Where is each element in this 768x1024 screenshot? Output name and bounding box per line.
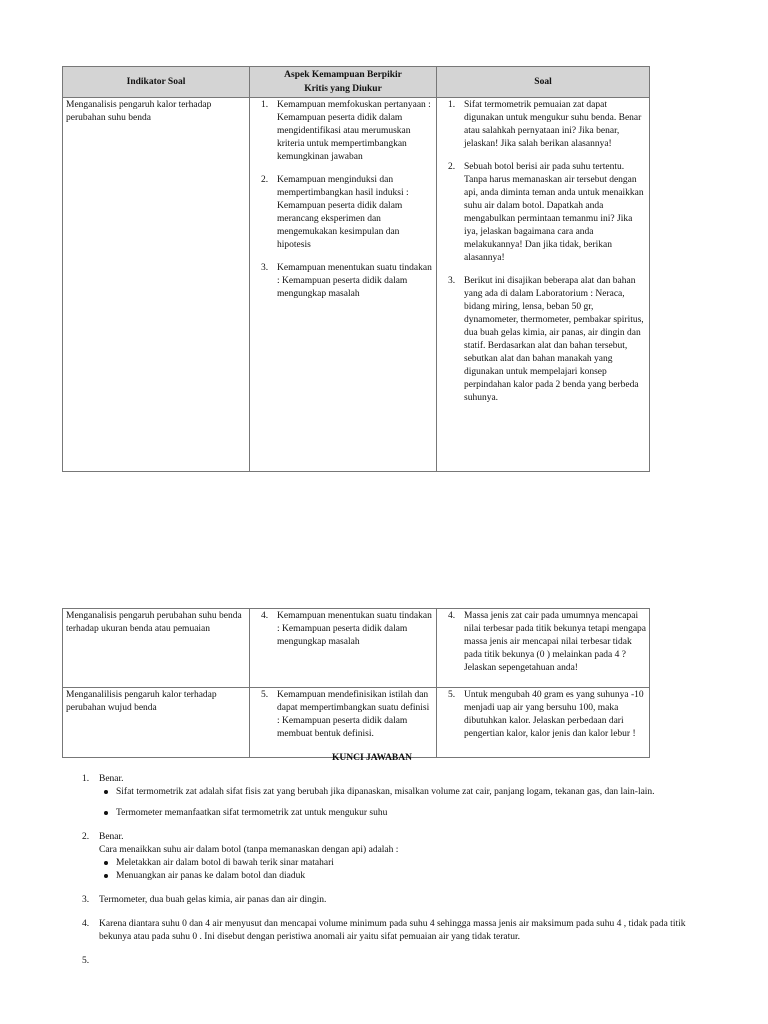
list-item: 1. Kemampuan memfokuskan pertanyaan : Kemampuan peserta didik dalam mengidentifikasi atau merumuskan kriteria untuk mempertimbangkan kemungkinan jawaban [261,100,431,162]
answer-lead: Benar. [99,774,124,784]
table-row [63,609,650,688]
answer-text: Termometer, dua buah gelas kimia, air panas dan air dingin. [99,895,327,905]
bullet-icon [104,811,108,815]
header-indikator-soal: Indikator Soal [63,67,250,98]
cell-indikator: Menganalisis pengaruh kalor terhadap perubahan suhu benda [63,98,250,472]
cell-soal [437,688,650,758]
list-item: Menuangkan air panas ke dalam botol dan diaduk [99,870,702,883]
answer-text: Karena diantara suhu 0 dan 4 air menyusut dan mencapai volume minimum pada suhu 4 sehingga massa jenis air maksimum pada suhu 4 , tidak pada titik bekunya atau pada suhu 0 . Ini disebut dengan peristiwa anomali air yaitu sifat pemuaian air yang tidak teratur. [99,919,686,942]
aspek-list [253,689,433,741]
list-item: 2. Sebuah botol berisi air pada suhu tertentu. Tanpa harus memanaskan air tersebut dengan api, anda diminta teman anda untuk menaikkan suhu air dalam botol. Dapatkah anda mengabulkan permintaan temanmu ini? Jika iya, jelaskan bagaimana cara anda melakukannya! Dan jika tidak, berikan alasannya! [448,162,644,263]
list-item: 5. Kemampuan mendefinisikan istilah dan dapat mempertimbangkan suatu definisi : Kemampuan peserta didik dalam membuat bentuk definisi. [261,690,430,739]
list-item: 3. Berikut ini disajikan beberapa alat dan bahan yang ada di dalam Laboratorium : Neraca, bidang miring, lensa, beban 50 gr, dynamometer, thermometer, pembakar spiritus, dua buah gelas kimia, air panas, air dingin dan statif. Berdasarkan alat dan bahan tersebut, sebutkan alat dan bahan manakah yang digunakan untuk mempelajari konsep perpindahan kalor pada 2 benda yang berbeda suhunya. [448,276,644,403]
cell-aspek [250,688,437,758]
answer-4: 4. Karena diantara suhu 0 dan 4 air menyusut dan mencapai volume minimum pada suhu 4 sehingga massa jenis air maksimum pada suhu 4 , tidak pada titik bekunya atau pada suhu 0 . Ini disebut dengan peristiwa anomali air yaitu sifat pemuaian air yang tidak teratur. [82,918,702,944]
cell-soal [437,98,650,472]
header-aspek-line2: Kritis yang Diukur [304,84,382,94]
table-row [63,98,650,472]
answer-bullets [99,786,702,820]
list-item: Sifat termometrik zat adalah sifat fisis zat yang berubah jika dipanaskan, misalkan volume zat cair, panjang logam, tekanan gas, dan lain-lain. [99,786,702,799]
list-item: 1. Sifat termometrik pemuaian zat dapat digunakan untuk mengukur suhu benda. Benar atau salahkah pernyataan ini? Jika benar, jelaskan! Jika salah berikan alasannya! [448,100,642,149]
soal-list [440,689,646,741]
table-row [63,688,650,758]
aspek-list [253,610,433,649]
header-aspek-line1: Aspek Kemampuan Berpikir [284,70,402,80]
cell-soal [437,609,650,688]
cell-aspek [250,609,437,688]
list-item: Meletakkan air dalam botol di bawah terik sinar matahari [99,857,702,870]
question-table-2 [62,608,650,758]
bullet-icon [104,874,108,878]
soal-list [440,610,646,675]
aspek-list [253,99,433,301]
answer-key-title: KUNCI JAWABAN [332,753,412,763]
answer-key [82,752,702,979]
header-aspek-kemampuan [250,67,437,98]
answer-lead: Benar. [99,832,124,842]
answer-bullets [99,857,702,883]
list-item: 4. Kemampuan menentukan suatu tindakan : Kemampuan peserta didik dalam mengungkap masalah [261,611,432,647]
answer-text: Cara menaikkan suhu air dalam botol (tanpa memanaskan dengan api) adalah : [99,845,399,855]
list-item: 2. Kemampuan menginduksi dan mempertimbangkan hasil induksi : Kemampuan peserta didik dalam merancang eksperimen dan mengemukakan kesimpulan dan hipotesis [261,175,409,250]
soal-list [440,99,646,405]
bullet-icon [104,790,108,794]
answer-5: 5. [82,956,90,966]
list-item: 3. Kemampuan menentukan suatu tindakan : Kemampuan peserta didik dalam mengungkap masalah [261,263,432,299]
bullet-icon [104,861,108,865]
list-item: 5. Untuk mengubah 40 gram es yang suhunya -10 menjadi uap air yang bersuhu 100, maka dibutuhkan kalor. Jelaskan perbedaan dari pengertian kalor, kalor jenis dan kalor lebur ! [448,690,644,739]
cell-indikator: Menganalisis pengaruh perubahan suhu benda terhadap ukuran benda atau pemuaian [63,609,250,688]
list-item: 4. Massa jenis zat cair pada umumnya mencapai nilai terbesar pada titik bekunya tetapi mengapa massa jenis air mencapai nilai terbesar tidak pada titik bekunya (0 ) melainkan pada 4 ? Jelaskan sepengetahuan anda! [448,611,647,673]
answer-2: 2. Benar. Cara menaikkan suhu air dalam botol (tanpa memanaskan dengan api) adalah : Meletakkan air dalam botol di bawah terik sinar matahari Menuangkan air panas ke dalam botol dan diaduk [82,831,702,883]
cell-aspek [250,98,437,472]
question-table-1 [62,66,650,472]
header-soal: Soal [437,67,650,98]
table-header-row [63,67,650,98]
answer-1: 1. Benar. Sifat termometrik zat adalah sifat fisis zat yang berubah jika dipanaskan, misalkan volume zat cair, panjang logam, tekanan gas, dan lain-lain. Termometer memanfaatkan sifat termometrik zat untuk mengukur suhu [82,773,702,820]
cell-indikator: Menganalilisis pengaruh kalor terhadap perubahan wujud benda [63,688,250,758]
list-item: Termometer memanfaatkan sifat termometrik zat untuk mengukur suhu [99,807,702,820]
answer-3: 3. Termometer, dua buah gelas kimia, air panas dan air dingin. [82,894,702,907]
